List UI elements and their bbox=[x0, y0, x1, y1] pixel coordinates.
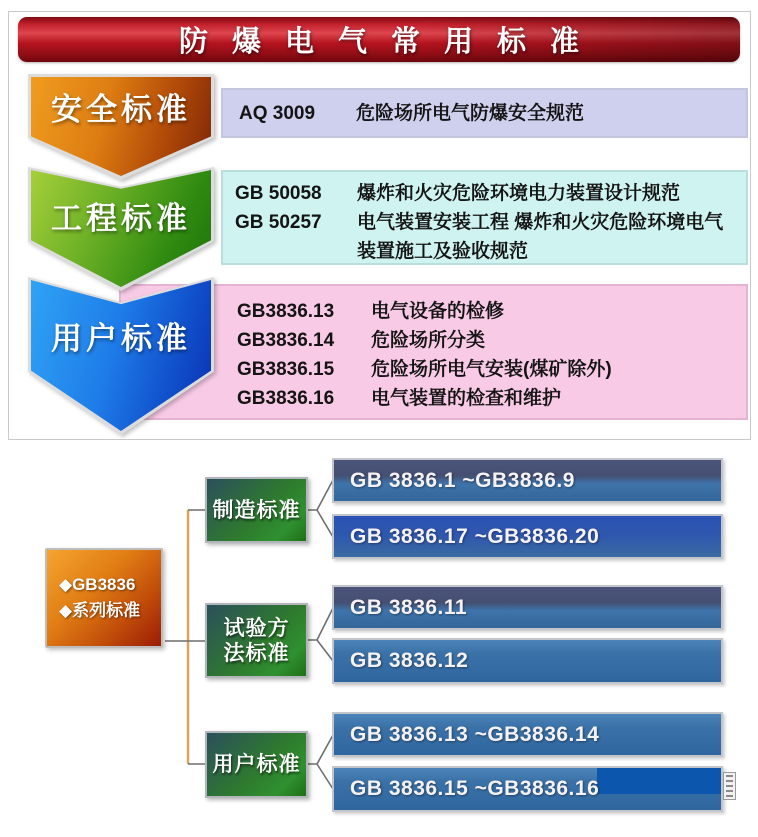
bar-label: GB 3836.12 bbox=[350, 649, 469, 672]
root-line-2: ◆系列标准 bbox=[59, 601, 141, 620]
title-banner bbox=[18, 17, 740, 62]
branch-label: 制造标准 bbox=[212, 498, 301, 522]
bar-highlight-overlay bbox=[597, 768, 721, 794]
branch-label-line2: 法标准 bbox=[223, 641, 290, 665]
standard-code: GB3836.15 bbox=[237, 359, 335, 380]
standards-range-bar bbox=[332, 458, 723, 503]
standard-desc: 爆炸和火灾危险环境电力装置设计规范 bbox=[357, 183, 681, 204]
root-line-1: ◆GB3836 bbox=[59, 575, 136, 594]
standards-range-bar bbox=[332, 712, 723, 757]
bar-label: GB 3836.15 ~GB3836.16 bbox=[350, 777, 600, 800]
standard-code: GB3836.13 bbox=[237, 301, 335, 322]
watermark-badge bbox=[723, 772, 736, 800]
standards-range-bar bbox=[332, 766, 723, 812]
category-label-safety: 安全标准 bbox=[51, 92, 191, 128]
category-label-user: 用户标准 bbox=[51, 320, 191, 356]
standard-code: GB3836.16 bbox=[237, 388, 335, 409]
standard-desc: 危险场所分类 bbox=[371, 330, 486, 351]
standard-desc: 电气装置安装工程 爆炸和火灾危险环境电气装置施工及验收规范 bbox=[357, 212, 724, 262]
category-chevron-user bbox=[28, 277, 214, 435]
standard-desc: 危险场所电气防爆安全规范 bbox=[356, 102, 585, 124]
safety-standards-panel bbox=[221, 88, 748, 138]
standards-range-bar bbox=[332, 585, 723, 630]
category-chevron-engineering bbox=[28, 167, 214, 291]
category-chevron-safety bbox=[28, 74, 214, 180]
tree-root-gb3836 bbox=[45, 548, 163, 648]
standard-desc: 电气设备的检修 bbox=[371, 301, 505, 322]
standard-code: GB 50058 bbox=[235, 183, 322, 204]
standards-range-bar bbox=[332, 514, 723, 559]
bar-label: GB 3836.11 bbox=[350, 595, 468, 619]
branch-test-method-standards bbox=[205, 603, 308, 678]
engineering-standards-panel bbox=[221, 170, 748, 265]
standard-code: AQ 3009 bbox=[239, 102, 316, 124]
standard-desc: 危险场所电气安装(煤矿除外) bbox=[371, 359, 612, 380]
page-title: 防爆电气常用标准 bbox=[178, 26, 603, 58]
standards-range-bar bbox=[332, 638, 723, 684]
standard-code: GB3836.14 bbox=[237, 330, 335, 351]
standard-desc: 电气装置的检查和维护 bbox=[371, 388, 562, 409]
bar-label: GB 3836.1 ~GB3836.9 bbox=[350, 468, 575, 492]
branch-label: 用户标准 bbox=[212, 753, 301, 776]
bar-label: GB 3836.13 ~GB3836.14 bbox=[350, 722, 600, 746]
category-label-engineering: 工程标准 bbox=[51, 200, 191, 236]
branch-manufacturing-standards bbox=[205, 477, 308, 543]
branch-label: 试验方 bbox=[223, 616, 290, 640]
branch-user-standards bbox=[205, 731, 308, 798]
standard-code: GB 50257 bbox=[235, 212, 322, 233]
bar-label: GB 3836.17 ~GB3836.20 bbox=[350, 524, 600, 548]
